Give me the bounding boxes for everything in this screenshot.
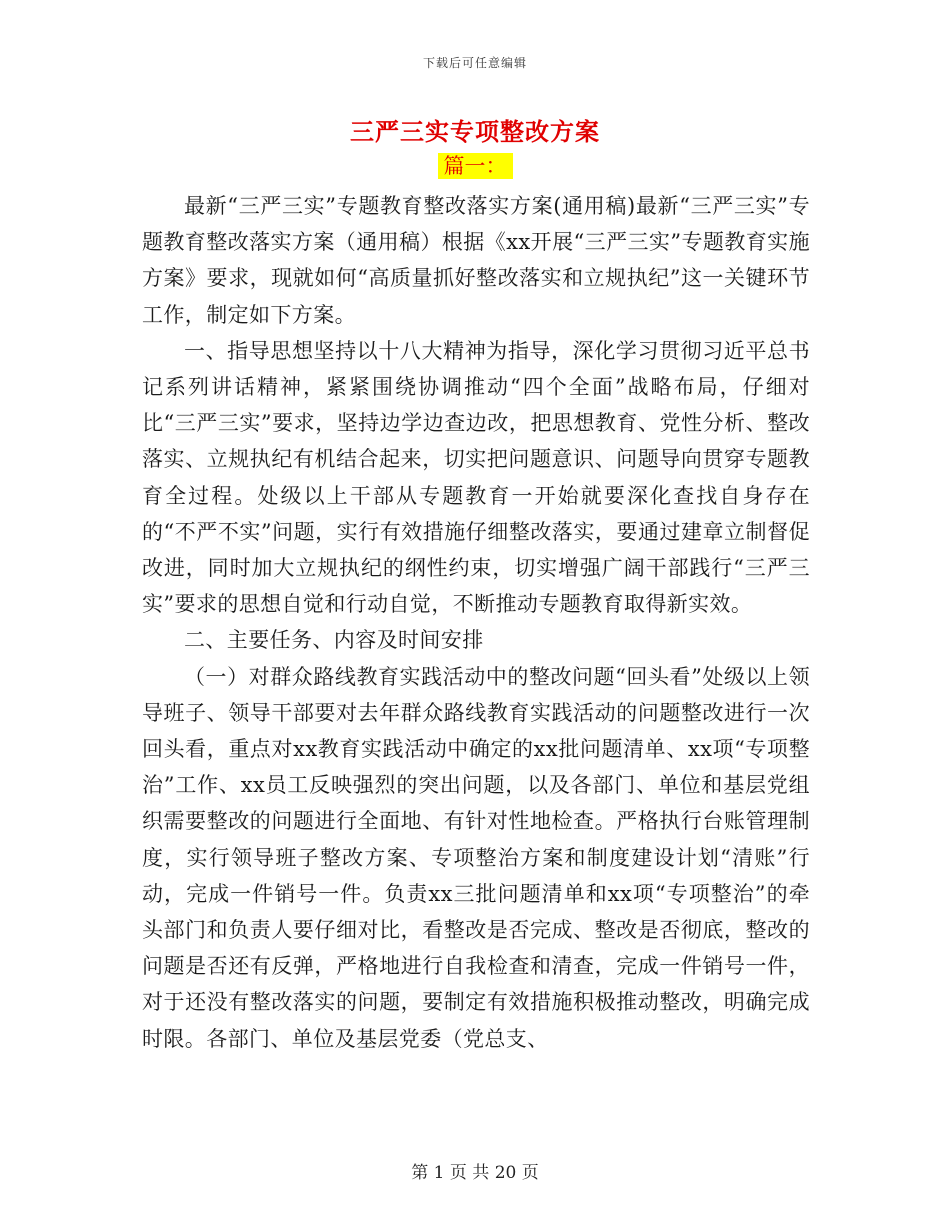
paragraph-intro: 最新“三严三实”专题教育整改落实方案(通用稿)最新“三严三实”专题教育整改落实方案（通用稿）根据《xx开展“三严三实”专题教育实施方案》要求，现就如何“高质量抓好整改落实和立规执纪”这一关键环节工作，制定如下方案。 <box>142 194 810 327</box>
subtitle-container <box>0 153 950 179</box>
page-number-footer: 第 1 页 共 20 页 <box>411 1163 539 1183</box>
section-subtitle: 篇一： <box>438 153 513 179</box>
paragraph-main-tasks-heading: 二、主要任务、内容及时间安排 <box>184 628 484 653</box>
document-title: 三严三实专项整改方案 <box>350 117 600 146</box>
document-body <box>142 188 810 1057</box>
paragraph-guiding-ideology: 一、指导思想坚持以十八大精神为指导，深化学习贯彻习近平总书记系列讲话精神，紧紧围绕协调推动“四个全面”战略布局，仔细对比“三严三实”要求，坚持边学边查边改，把思想教育、党性分析、整改落实、立规执纪有机结合起来，切实把问题意识、问题导向贯穿专题教育全过程。处级以上干部从专题教育一开始就要深化查找自身存在的“不严不实”问题，实行有效措施仔细整改落实，要通过建章立制督促改进，同时加大立规执纪的纲性约束，切实增强广阔干部践行“三严三实”要求的思想自觉和行动自觉，不断推动专题教育取得新实效。 <box>142 338 810 617</box>
paragraph-review-section: （一）对群众路线教育实践活动中的整改问题“回头看”处级以上领导班子、领导干部要对去年群众路线教育实践活动的问题整改进行一次回头看，重点对xx教育实践活动中确定的xx批问题清单、xx项“专项整治”工作、xx员工反映强烈的突出问题，以及各部门、单位和基层党组织需要整改的问题进行全面地、有针对性地检查。严格执行台账管理制度，实行领导班子整改方案、专项整治方案和制度建设计划“清账”行动，完成一件销号一件。负责xx三批问题清单和xx项“专项整治”的牵头部门和负责人要仔细对比，看整改是否完成、整改是否彻底，整改的问题是否还有反弹，严格地进行自我检查和清查，完成一件销号一件，对于还没有整改落实的问题，要制定有效措施积极推动整改，明确完成时限。各部门、单位及基层党委（党总支、 <box>142 664 810 1051</box>
header-note: 下载后可任意编辑 <box>422 56 527 70</box>
